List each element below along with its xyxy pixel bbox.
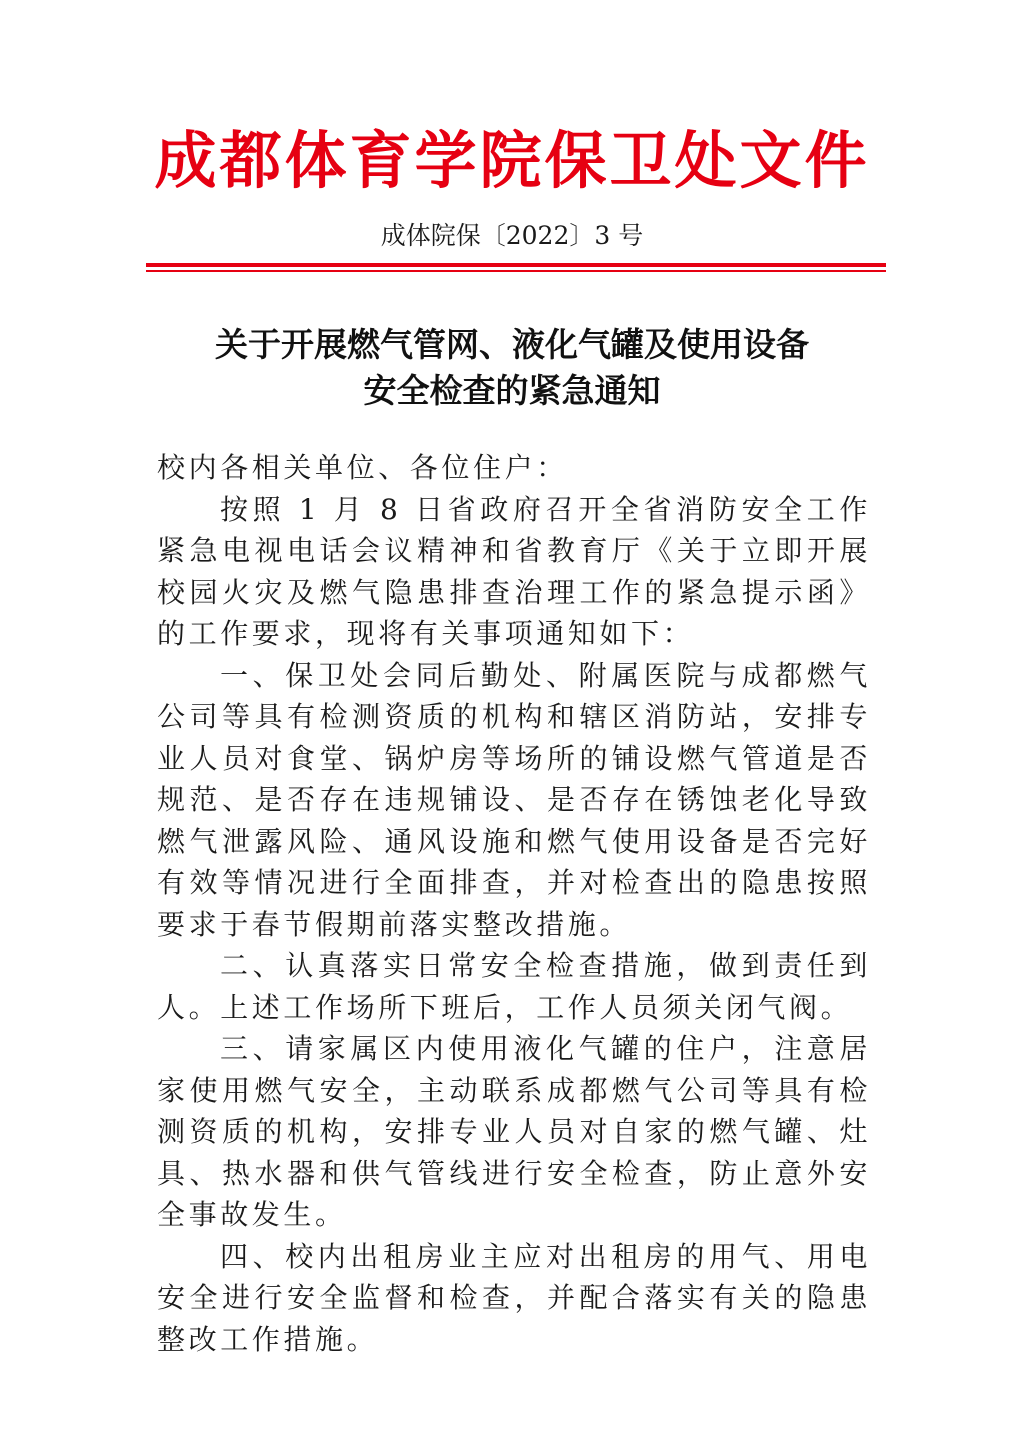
notice-title	[120, 322, 904, 414]
doc-number: 成体院保〔2022〕3 号	[380, 221, 644, 250]
red-divider-thick	[146, 263, 886, 267]
org-title: 成都体育学院保卫处文件	[154, 124, 870, 197]
paragraph-intro: 按照 1 月 8 日省政府召开全省消防安全工作紧急电视电话会议精神和省教育厅《关于立即开展校园火灾及燃气隐患排查治理工作的紧急提示函》的工作要求，现将有关事项通知如下：	[157, 492, 871, 650]
paragraph-item-4: 四、校内出租房业主应对出租房的用气、用电安全进行安全监督和检查，并配合落实有关的隐患整改工作措施。	[157, 1239, 871, 1356]
notice-title-line-1: 关于开展燃气管网、液化气罐及使用设备	[215, 325, 809, 364]
salutation: 校内各相关单位、各位住户：	[157, 451, 568, 484]
paragraph-item-3: 三、请家属区内使用液化气罐的住户，注意居家使用燃气安全，主动联系成都燃气公司等具有检测资质的机构，安排专业人员对自家的燃气罐、灶具、热水器和供气管线进行安全检查，防止意外安全事故发生。	[157, 1032, 871, 1231]
notice-title-line-2: 安全检查的紧急通知	[363, 371, 661, 410]
red-divider-thin	[146, 270, 886, 272]
paragraph-item-1: 一、保卫处会同后勤处、附属医院与成都燃气公司等具有检测资质的机构和辖区消防站，安排专业人员对食堂、锅炉房等场所的铺设燃气管道是否规范、是否存在违规铺设、是否存在锈蚀老化导致燃气泄露风险、通风设施和燃气使用设备是否完好有效等情况进行全面排查，并对检查出的隐患按照要求于春节假期前落实整改措施。	[157, 658, 871, 941]
paragraph-item-2: 二、认真落实日常安全检查措施，做到责任到人。上述工作场所下班后，工作人员须关闭气阀。	[157, 949, 871, 1024]
notice-body	[157, 447, 871, 1360]
